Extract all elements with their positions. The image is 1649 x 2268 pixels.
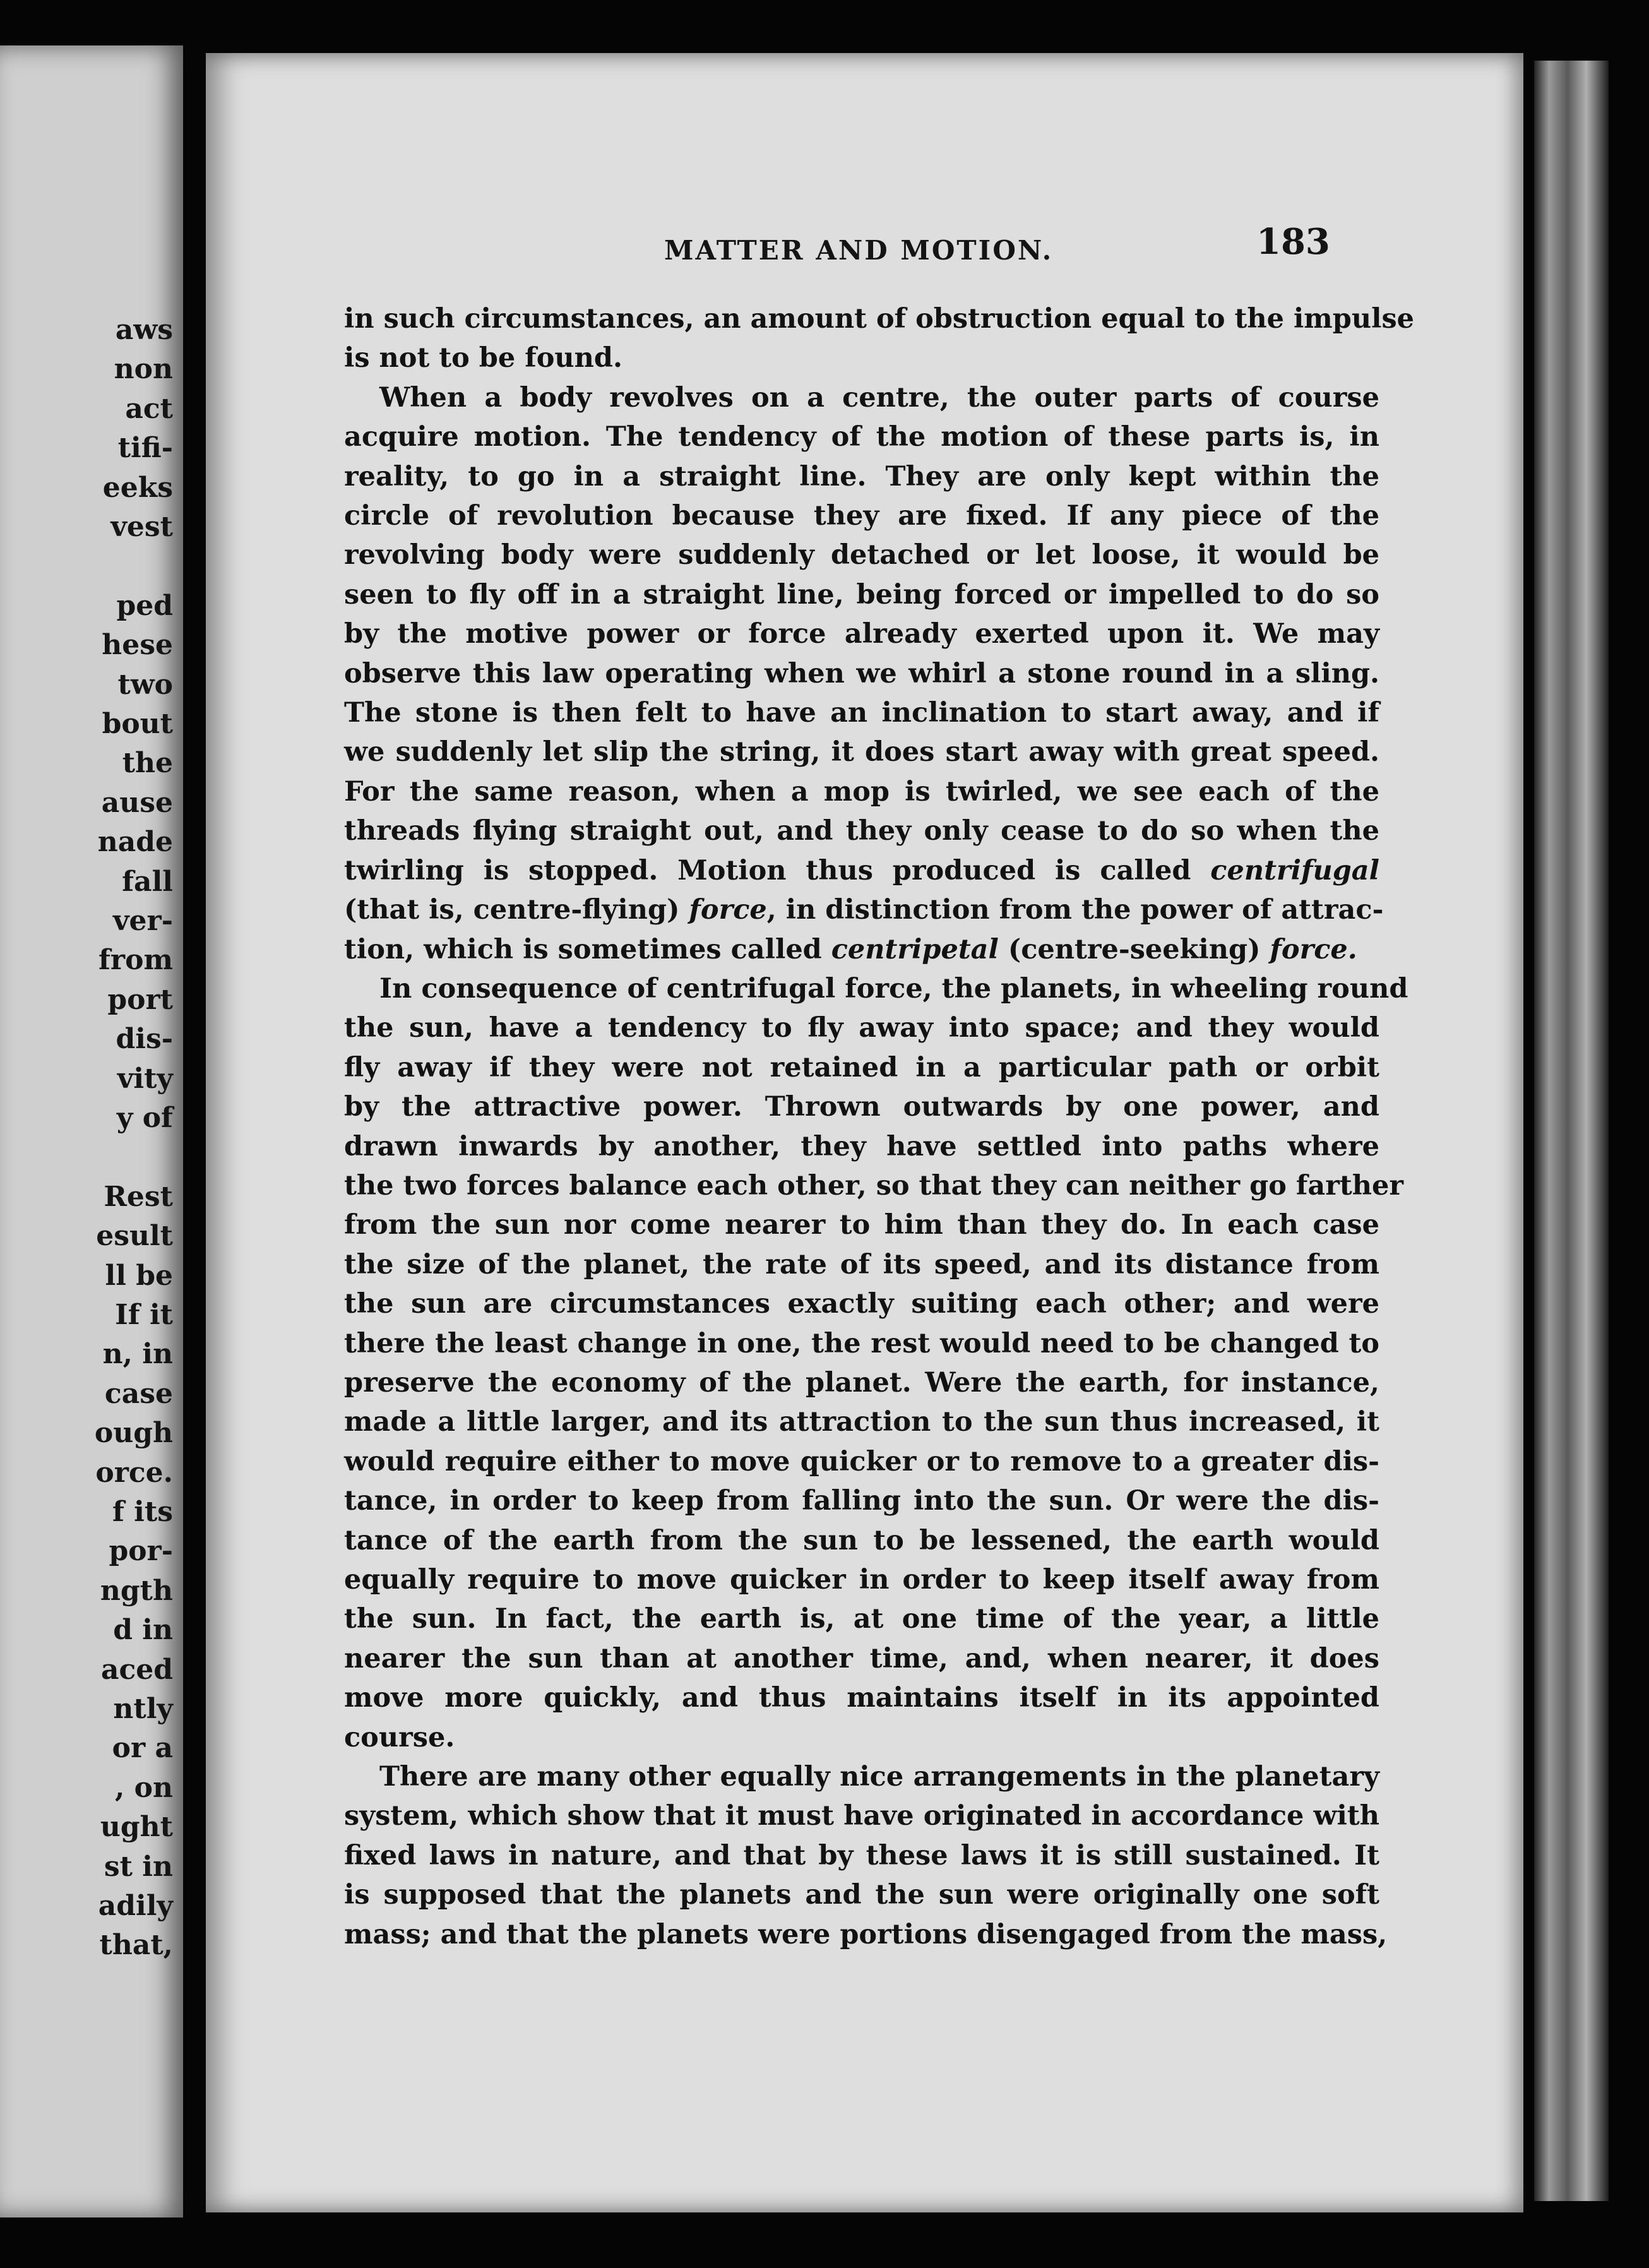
paragraph-3 (344, 969, 1408, 1757)
left-page-text-fragment: esult (96, 1220, 173, 1253)
left-page-text-fragment: If it (115, 1299, 173, 1331)
text-line: mass; and that the planets were portions disengaged from the mass, (344, 1918, 1388, 1950)
text-line: system, which show that it must have originated in accordance with (344, 1800, 1379, 1832)
text-line: seen to fly off in a straight line, being forced or impelled to do so (344, 578, 1379, 611)
left-page-text-fragment: case (104, 1377, 173, 1410)
left-page-text-fragment: dis- (116, 1023, 173, 1056)
left-page-text-fragment: y of (116, 1102, 173, 1134)
left-page-text-fragment: ngth (100, 1574, 173, 1607)
text-line: observe this law operating when we whirl a stone round in a sling. (344, 657, 1379, 689)
left-page-text-fragment: orce. (95, 1456, 173, 1489)
left-page-text-fragment: ntly (113, 1693, 173, 1725)
left-page-text-fragment: fall (122, 865, 173, 898)
text-line: reality, to go in a straight line. They are only kept within the (344, 460, 1379, 492)
page-number: 183 (1256, 221, 1330, 263)
text-line: by the attractive power. Thrown outwards by one power, and (344, 1091, 1379, 1123)
left-page-text-fragment: from (98, 944, 173, 977)
text-line: circle of revolution because they are fixed. If any piece of the (344, 500, 1379, 532)
text-line: tance of the earth from the sun to be lessened, the earth would (344, 1524, 1379, 1556)
left-page-text-fragment: st in (104, 1850, 173, 1883)
left-page-text-fragment: vest (110, 511, 173, 543)
left-page-text-fragment: two (117, 668, 173, 701)
left-page-text-fragment: ll be (105, 1259, 173, 1292)
left-page-text-fragment: aws (115, 314, 173, 346)
paragraph-4 (344, 1757, 1388, 1954)
left-page-text-fragment: d in (113, 1614, 173, 1647)
body-text (344, 299, 1415, 1954)
left-page-text-fragment: port (107, 983, 173, 1016)
text-line: we suddenly let slip the string, it does start away with great speed. (344, 736, 1379, 768)
text-line: in such circumstances, an amount of obstruction equal to the impulse (344, 303, 1415, 335)
text-run: tion, which is sometimes called (344, 933, 822, 965)
text-line: by the motive power or force already exerted upon it. We may (344, 618, 1379, 650)
left-page-text-fragment: bout (102, 708, 173, 740)
text-line: is not to be found. (344, 342, 622, 374)
left-page-fragment (0, 45, 183, 2217)
left-page-text-fragment: ught (100, 1811, 173, 1844)
text-line-with-italic (344, 890, 1384, 929)
text-line: preserve the economy of the planet. Were the earth, for instance, (344, 1366, 1379, 1399)
text-line-with-italic (344, 930, 1379, 969)
text-line: the sun, have a tendency to fly away into space; and they would (344, 1012, 1379, 1044)
left-page-text-fragment: the (122, 747, 173, 780)
text-line: There are many other equally nice arrangements in the planetary (379, 1761, 1379, 1793)
text-run: (that is, centre-flying) (344, 894, 680, 926)
text-line: made a little larger, and its attraction to the sun thus increased, it (344, 1406, 1379, 1438)
paragraph-1 (344, 299, 1415, 378)
left-page-text-fragment: tifi- (117, 432, 173, 465)
text-line: from the sun nor come nearer to him than they do. In each case (344, 1209, 1379, 1241)
text-line: In consequence of centrifugal force, the planets, in wheeling round (379, 972, 1408, 1005)
left-page-text-fragment: , on (115, 1771, 173, 1804)
italic-term: force (689, 894, 767, 926)
text-line: The stone is then felt to have an inclination to start away, and if (344, 697, 1379, 729)
left-page-text-fragment: eeks (102, 471, 173, 504)
left-page-text-fragment: f its (112, 1496, 173, 1528)
left-page-text-fragment: vity (117, 1062, 173, 1095)
left-page-text-fragment: ause (101, 786, 173, 819)
left-page-text-fragment: Rest (104, 1180, 173, 1213)
text-line: tance, in order to keep from falling into the sun. Or were the dis- (344, 1485, 1379, 1517)
text-line-with-italic (344, 851, 1379, 890)
italic-term: centripetal (831, 933, 999, 965)
text-line: nearer the sun than at another time, and, when nearer, it does (344, 1642, 1379, 1674)
text-line: would require either to move quicker or to remove to a greater dis- (344, 1445, 1379, 1477)
left-page-text-fragment: ped (116, 589, 173, 622)
left-page-text-fragment: por- (109, 1535, 173, 1568)
text-line: is supposed that the planets and the sun were originally one soft (344, 1879, 1379, 1911)
text-line: threads flying straight out, and they only cease to do so when the (344, 815, 1379, 847)
text-run: (centre-seeking) (998, 933, 1270, 965)
text-line: For the same reason, when a mop is twirled, we see each of the (344, 775, 1379, 808)
italic-term: centrifugal (1210, 854, 1379, 886)
text-line: the two forces balance each other, so that they can neither go farther (344, 1169, 1404, 1202)
left-page-text-fragment: non (114, 353, 173, 386)
text-line: revolving body were suddenly detached or let loose, it would be (344, 539, 1379, 571)
left-page-text-fragment: ver- (112, 905, 173, 937)
left-page-text-fragment: act (125, 392, 173, 425)
text-line: there the least change in one, the rest would need to be changed to (344, 1327, 1379, 1359)
left-page-text-fragment: hese (102, 629, 173, 662)
text-line: equally require to move quicker in order to keep itself away from (344, 1564, 1379, 1596)
italic-term: force. (1270, 933, 1357, 965)
running-head: MATTER AND MOTION. (664, 235, 1054, 266)
left-page-text-fragment: aced (100, 1653, 173, 1686)
left-page-text-fragment: ough (94, 1417, 173, 1450)
text-line: the size of the planet, the rate of its speed, and its distance from (344, 1248, 1379, 1280)
left-page-text-fragment: nade (97, 826, 173, 859)
text-line: fixed laws in nature, and that by these laws it is still sustained. It (344, 1839, 1379, 1871)
left-page-text-fragment: adily (98, 1890, 173, 1922)
text-line: the sun are circumstances exactly suiting each other; and were (344, 1288, 1379, 1320)
text-line: move more quickly, and thus maintains itself in its appointed (344, 1682, 1379, 1714)
left-page-text-fragment: that, (99, 1929, 173, 1962)
text-line: fly away if they were not retained in a particular path or orbit (344, 1051, 1379, 1083)
text-line: drawn inwards by another, they have settled into paths where (344, 1130, 1379, 1162)
text-run: , in distinction from the power of attrac- (766, 894, 1384, 926)
text-line: When a body revolves on a centre, the outer parts of course (379, 381, 1379, 414)
left-page-text-fragment: n, in (102, 1338, 173, 1371)
text-run: twirling is stopped. Motion thus produced is called (344, 854, 1191, 886)
left-page-text-fragment: or a (112, 1732, 173, 1765)
page-edges (1534, 61, 1609, 2201)
paragraph-2 (344, 378, 1384, 969)
text-line: the sun. In fact, the earth is, at one time of the year, a little (344, 1603, 1379, 1635)
text-line: acquire motion. The tendency of the motion of these parts is, in (344, 421, 1379, 453)
text-line: course. (344, 1721, 455, 1753)
